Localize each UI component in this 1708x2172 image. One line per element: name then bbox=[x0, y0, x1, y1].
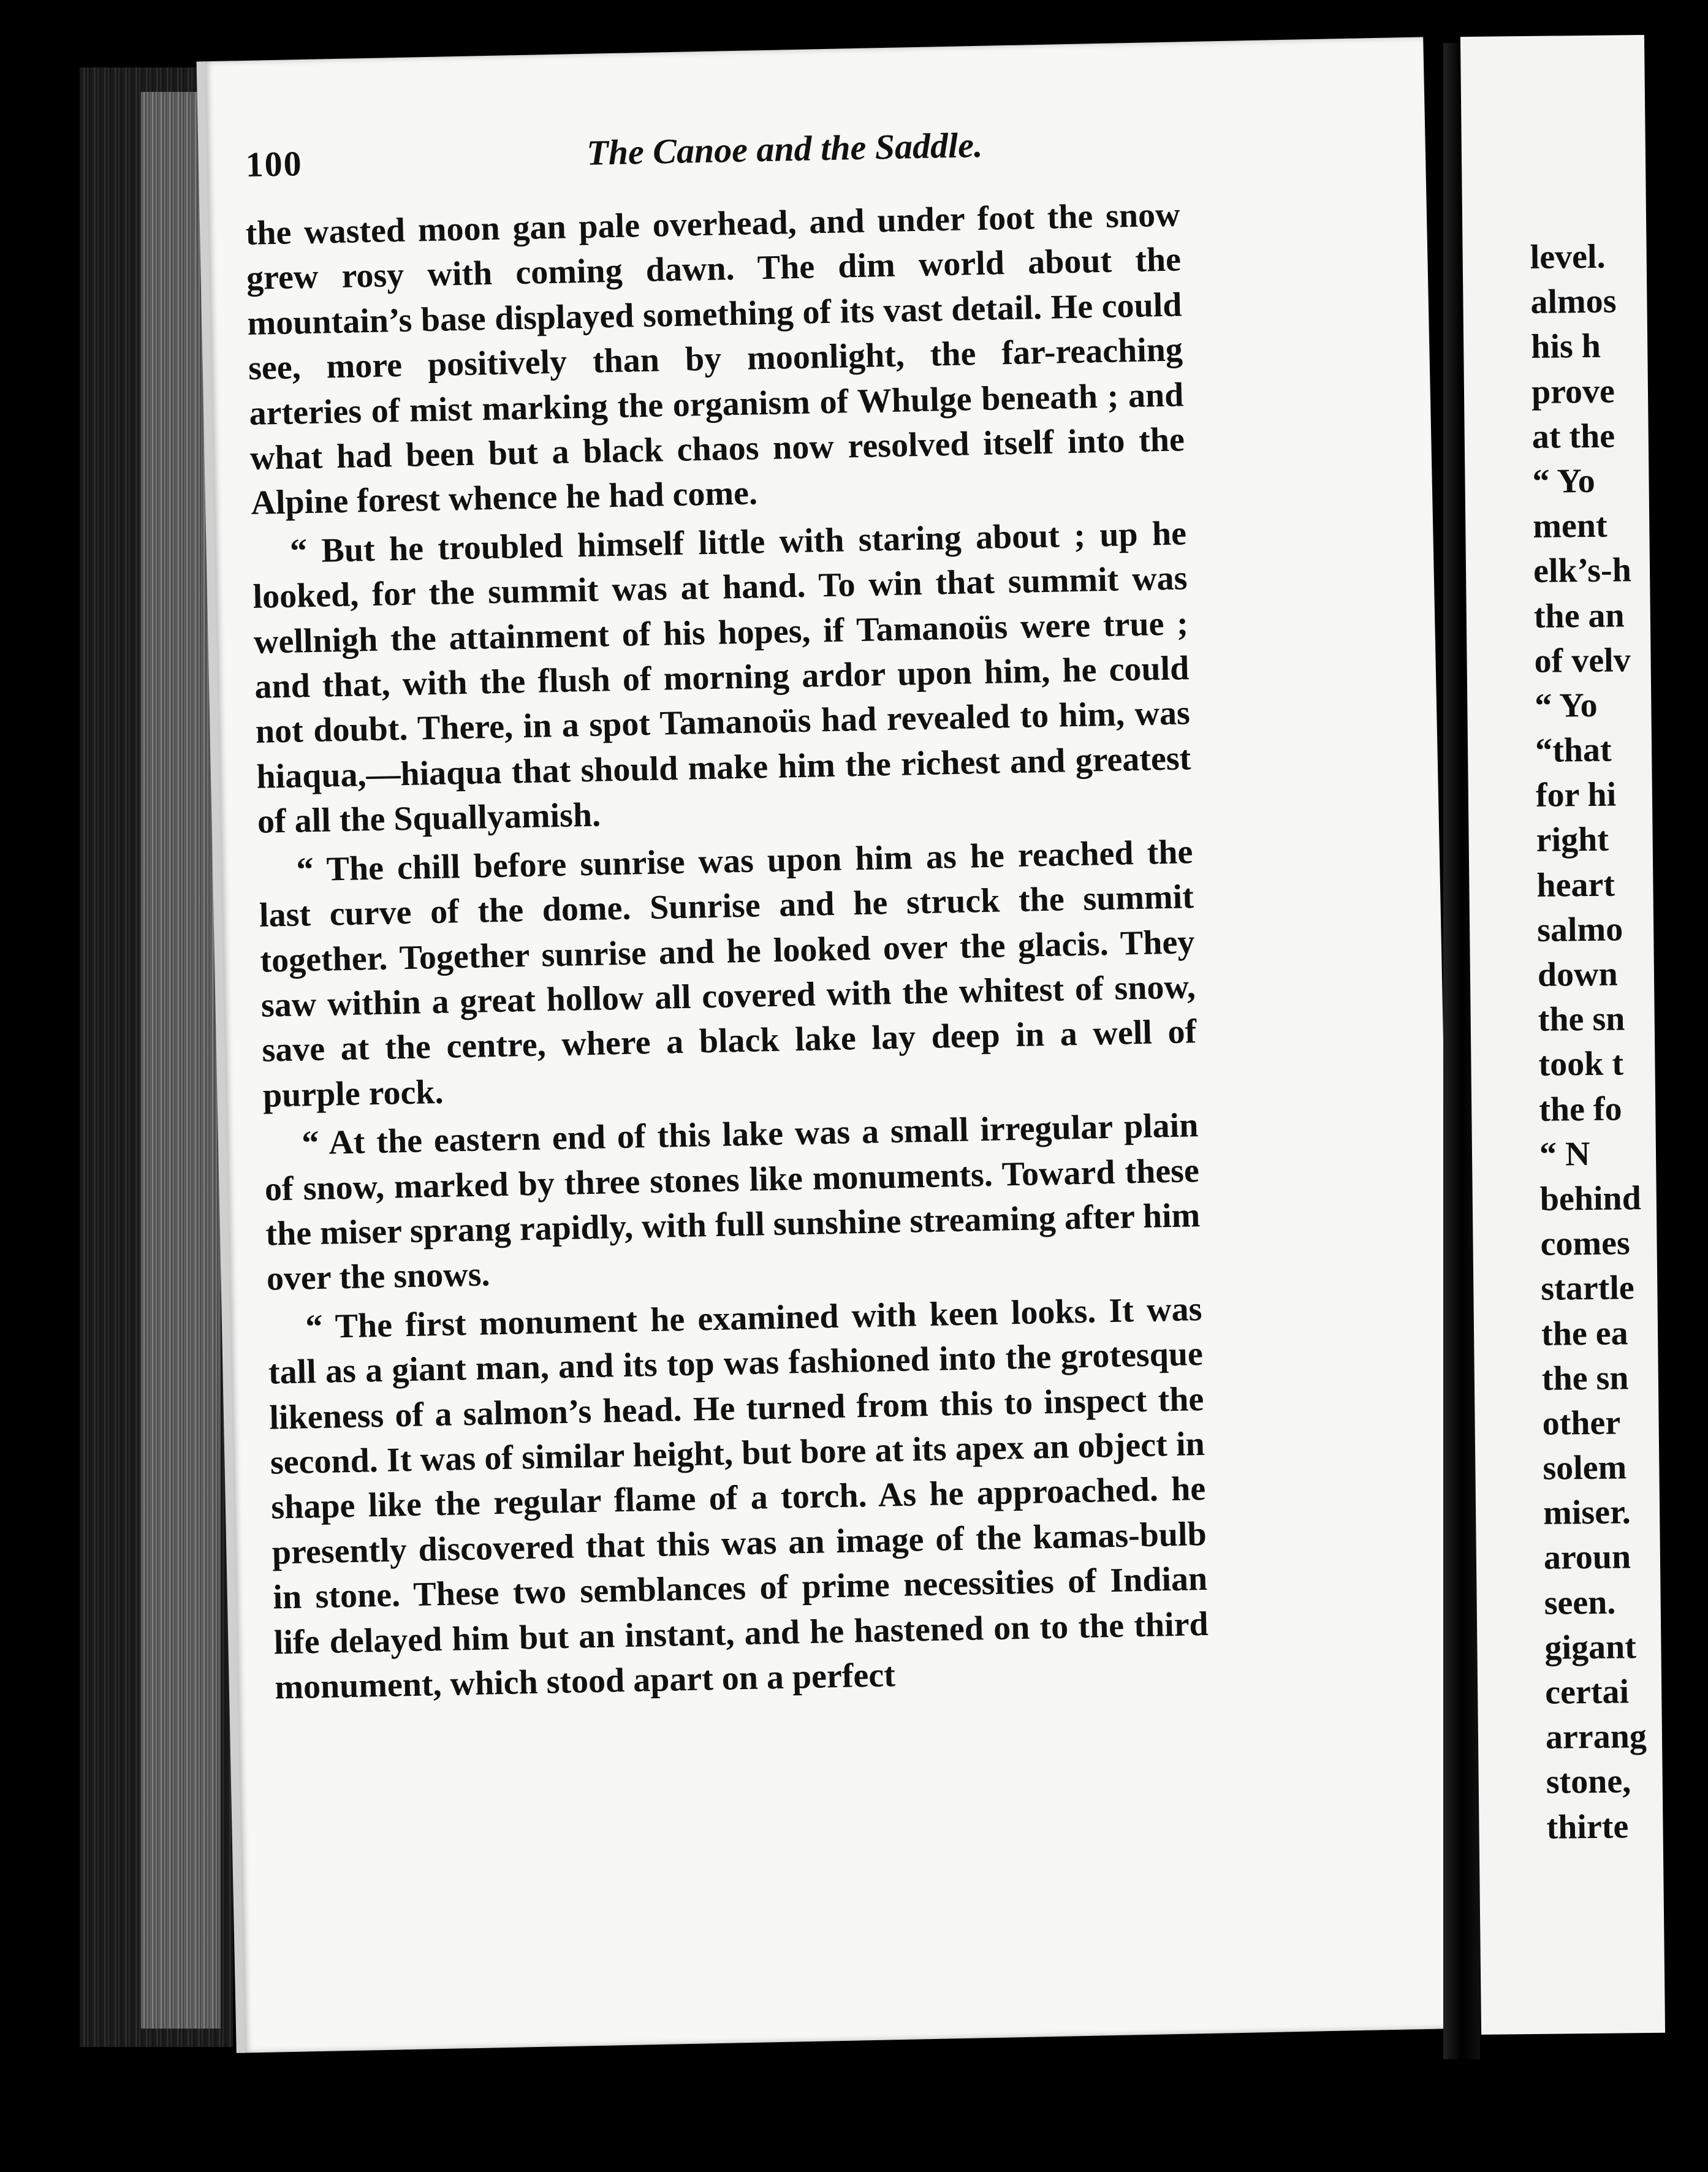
right-page-text bbox=[1530, 234, 1706, 1850]
right-page-line: miser. bbox=[1543, 1493, 1631, 1533]
right-page-line: stone, bbox=[1546, 1762, 1631, 1802]
right-page-line: “that bbox=[1535, 731, 1612, 770]
right-page-line: salmo bbox=[1536, 910, 1623, 949]
right-page-line: elk’s-h bbox=[1533, 551, 1632, 591]
right-page-line: the ea bbox=[1541, 1313, 1628, 1353]
right-page-line: for hi bbox=[1535, 775, 1617, 815]
right-page-line: comes bbox=[1540, 1224, 1631, 1263]
paragraph: “ At the eastern end of this lake was a small irregular plain of snow, marked by three stones like monuments. Toward these the miser sprang rapidly, with full sunshine streaming after him over the snows. bbox=[264, 1106, 1201, 1298]
paragraph: the wasted moon gan pale overhead, and under foot the snow grew rosy with coming dawn. The dim world about the mountain’s base displayed something of its vast detail. He could see, more positively than by moonlight, the far-reaching arteries of mist marking the organism of Whulge beneath ; and what had been but a black chaos now resolved itself into the Alpine forest whence he had come. bbox=[245, 196, 1185, 523]
right-page-line: “ N bbox=[1539, 1134, 1590, 1174]
right-page-line: startle bbox=[1541, 1269, 1635, 1308]
paragraph: “ The chill before sunrise was upon him as he reached the last curve of the dome. Sunrise and he struck the summit together. Together sunrise and he looked over the glacis. They saw within a great hollow all covered with the whitest of snow, save at the centre, where a black lake lay deep in a well of purple rock. bbox=[259, 832, 1197, 1115]
right-page-line: aroun bbox=[1543, 1538, 1631, 1578]
right-page-line: thirte bbox=[1546, 1807, 1629, 1847]
page-number: 100 bbox=[245, 143, 303, 184]
right-page-line: solem bbox=[1543, 1448, 1627, 1487]
right-page-line: ment bbox=[1532, 506, 1607, 546]
right-page-line: certai bbox=[1544, 1673, 1630, 1712]
right-page-line: level. bbox=[1530, 237, 1606, 276]
right-page-line: behind bbox=[1539, 1179, 1642, 1218]
right-page-line: the sn bbox=[1541, 1359, 1629, 1398]
right-page-line: the fo bbox=[1538, 1089, 1622, 1129]
paragraph: “ The first monument he examined with keen looks. It was tall as a giant man, and its top was fashioned into the grotesque likeness of a salmon’s head. He turned from this to inspect the second. It was of similar height, but bore at its apex an object in shape like the regular flame of a torch. As he approached. he presently discovered that this was an image of the kamas-bulb in stone. These two semblances of prime necessities of Indian life delayed him but an instant, and he hastened on to the third monument, which stood apart on a perfect bbox=[268, 1289, 1209, 1707]
running-title: The Canoe and the Saddle. bbox=[586, 124, 983, 173]
right-page-line: right bbox=[1536, 821, 1609, 860]
right-page-line: down bbox=[1537, 955, 1619, 994]
right-page-line: arrang bbox=[1545, 1717, 1647, 1756]
right-page-line: of velv bbox=[1534, 640, 1631, 680]
body-text bbox=[245, 192, 1210, 1711]
right-page-line: took t bbox=[1538, 1044, 1624, 1084]
right-page-line: his h bbox=[1530, 327, 1601, 366]
paragraph: “ But he troubled himself little with staring about ; up he looked, for the summit was at hand. To win that summit was wellnigh the attainment of his hopes, if Tamanoüs were true ; and that, with the flush of morning ardor upon him, he could not doubt. There, in a spot Tamanoüs had revealed to him, was hiaqua,—hiaqua that should make him the richest and greatest of all the Squallyamish. bbox=[252, 514, 1191, 841]
right-page-line: “ Yo bbox=[1535, 686, 1598, 725]
right-page-line: the sn bbox=[1538, 1000, 1625, 1039]
right-page-line: gigant bbox=[1544, 1628, 1637, 1667]
right-page-line: heart bbox=[1536, 865, 1615, 905]
right-page-line: the an bbox=[1533, 596, 1625, 636]
right-page-line: other bbox=[1542, 1403, 1621, 1443]
right-page-line: prove bbox=[1531, 372, 1615, 411]
right-page bbox=[1460, 35, 1665, 2035]
right-page-line: at the bbox=[1532, 417, 1615, 456]
right-page-line: seen. bbox=[1544, 1583, 1616, 1622]
right-page-line: “ Yo bbox=[1532, 461, 1596, 501]
right-page-line: almos bbox=[1530, 282, 1617, 322]
